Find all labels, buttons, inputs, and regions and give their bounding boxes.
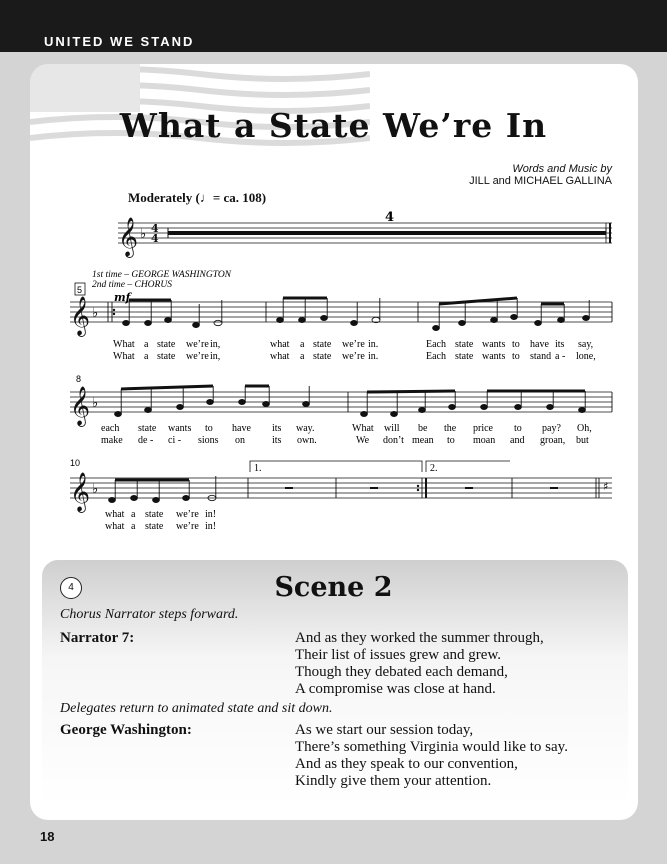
stage-direction: Chorus Narrator steps forward. <box>60 607 239 622</box>
tempo-word: Moderately ( <box>128 190 200 205</box>
flat-icon: ♭ <box>140 227 147 242</box>
treble-clef-icon: 𝄞 <box>118 217 139 257</box>
lyric: a - <box>555 351 566 362</box>
lyric: but <box>576 435 589 446</box>
time-signature-bottom: 4 <box>151 232 159 245</box>
lyric: in. <box>368 339 379 350</box>
song-title: What a State We’re In <box>119 106 548 145</box>
page-number: 18 <box>40 829 55 844</box>
lyric: what <box>270 339 290 350</box>
lyric: what <box>105 521 125 532</box>
lyric: what <box>270 351 290 362</box>
rest-measure-count: 4 <box>385 210 395 225</box>
lyric: on <box>235 435 245 446</box>
voice-label-1: 1st time – GEORGE WASHINGTON <box>92 270 232 280</box>
lyric: What <box>113 339 135 350</box>
credit-authors: JILL and MICHAEL GALLINA <box>469 175 612 187</box>
tempo-value: = ca. 108) <box>212 190 267 205</box>
svg-text:♯: ♯ <box>603 480 609 493</box>
script-line: There’s something Virginia would like to say. <box>295 739 568 755</box>
credit-words-music: Words and Music by <box>512 163 612 175</box>
lyric: state <box>145 509 164 520</box>
lyric: we’re <box>176 509 199 520</box>
lyric: pay? <box>542 423 561 434</box>
lyric: state <box>157 339 176 350</box>
treble-clef-icon: 𝄞 <box>70 472 91 512</box>
lyric: each <box>101 423 120 434</box>
lyric: have <box>530 339 549 350</box>
speaker-name: Narrator 7: <box>60 630 135 646</box>
lyric: groan, <box>540 435 566 446</box>
script-line: And as they speak to our convention, <box>295 756 518 772</box>
lyric: to <box>205 423 213 434</box>
lyric: to <box>514 423 522 434</box>
flat-icon: ♭ <box>92 306 99 321</box>
lyric: the <box>444 423 457 434</box>
lyric: lone, <box>576 351 596 362</box>
lyric: what <box>105 509 125 520</box>
treble-clef-icon: 𝄞 <box>70 386 91 426</box>
lyric: mean <box>412 435 434 446</box>
lyric: we’re <box>186 339 209 350</box>
lyric: will <box>384 423 400 434</box>
flat-icon: ♭ <box>92 482 99 497</box>
lyric: own. <box>297 435 317 446</box>
lyric: wants <box>168 423 192 434</box>
first-ending: 1. <box>254 463 262 474</box>
lyric: price <box>473 423 493 434</box>
script-line: A compromise was close at hand. <box>295 681 496 697</box>
treble-clef-icon: 𝄞 <box>70 296 91 336</box>
script-line: Their list of issues grew and grew. <box>295 647 502 663</box>
lyric: don’t <box>383 435 404 446</box>
lyric: What <box>352 423 374 434</box>
speaker-name: George Washington: <box>60 722 192 738</box>
lyric: say, <box>578 339 594 350</box>
lyric: we’re <box>342 339 365 350</box>
lyric: make <box>101 435 123 446</box>
lyric: moan <box>473 435 496 446</box>
lyric: in, <box>210 351 221 362</box>
lyric: wants <box>482 339 506 350</box>
lyric: be <box>418 423 428 434</box>
lyric: a <box>300 351 305 362</box>
lyric: What <box>113 351 135 362</box>
lyric: its <box>272 423 282 434</box>
lyric: sions <box>198 435 219 446</box>
lyric: in. <box>368 351 379 362</box>
dynamic-marking: mf <box>114 291 131 304</box>
lyric: wants <box>482 351 506 362</box>
lyric: we’re <box>186 351 209 362</box>
second-ending: 2. <box>430 463 438 474</box>
time-signature-top: 4 <box>151 222 159 235</box>
lyric: state <box>145 521 164 532</box>
lyric: to <box>447 435 455 446</box>
lyric: in! <box>205 521 217 532</box>
lyric: a <box>144 351 149 362</box>
lyric: way. <box>296 423 315 434</box>
lyric: state <box>157 351 176 362</box>
tempo-marking: Moderately (♩= ca. 108) <box>128 190 267 205</box>
script-line: Though they debated each demand, <box>295 664 508 680</box>
script-line: Kindly give them your attention. <box>295 773 492 789</box>
lyric: its <box>555 339 565 350</box>
voice-label-2: 2nd time – CHORUS <box>92 280 172 290</box>
lyric: and <box>510 435 525 446</box>
script-line: And as they worked the summer through, <box>295 630 544 646</box>
lyric: to <box>512 351 520 362</box>
script-line: As we start our session today, <box>295 722 474 738</box>
lyric: we’re <box>342 351 365 362</box>
lyric: a <box>144 339 149 350</box>
lyric: state <box>138 423 157 434</box>
measure-number: 10 <box>70 458 81 468</box>
scene-track-badge: 4 <box>60 577 82 599</box>
lyric: to <box>512 339 520 350</box>
lyric: state <box>455 339 474 350</box>
lyric: a <box>300 339 305 350</box>
lyric: in! <box>205 509 217 520</box>
lyric: state <box>313 339 332 350</box>
lyric: we’re <box>176 521 199 532</box>
lyric: in, <box>210 339 221 350</box>
stage-direction: Delegates return to animated state and sit down. <box>60 701 333 716</box>
lyric: a <box>131 521 136 532</box>
lyric: Oh, <box>577 423 592 434</box>
lyric: Each <box>426 339 446 350</box>
lyric: state <box>455 351 474 362</box>
series-title: UNITED WE STAND <box>44 34 195 49</box>
lyric: a <box>131 509 136 520</box>
lyric: its <box>272 435 282 446</box>
lyric: stand <box>530 351 552 362</box>
lyric: We <box>356 435 370 446</box>
lyric: Each <box>426 351 446 362</box>
measure-number: 8 <box>76 374 82 384</box>
lyric: de - <box>138 435 154 446</box>
scene-title: Scene 2 <box>274 572 393 603</box>
lyric: ci - <box>168 435 182 446</box>
measure-number: 5 <box>77 285 83 295</box>
flat-icon: ♭ <box>92 396 99 411</box>
lyric: have <box>232 423 251 434</box>
lyric: state <box>313 351 332 362</box>
